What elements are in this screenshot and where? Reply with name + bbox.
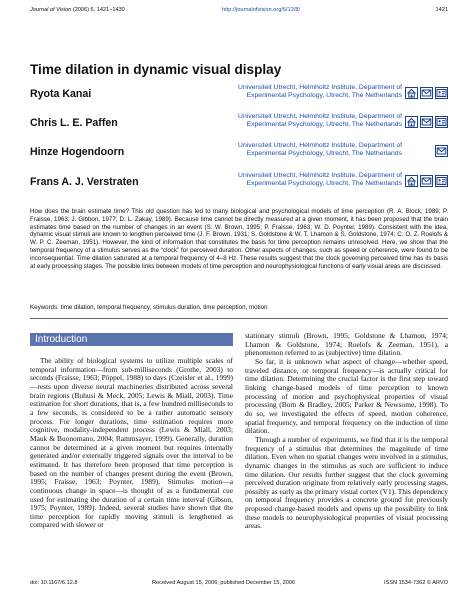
email-icon[interactable] — [420, 175, 433, 187]
issn-copyright: ISSN 1534-7362 © ARVO — [383, 580, 448, 586]
home-icon[interactable] — [405, 87, 418, 99]
affiliation-link[interactable]: Universiteit Utrecht, Helmholtz Institute, Department of — [238, 142, 402, 149]
affiliation-link[interactable]: Universiteit Utrecht, Helmholtz Institute, Department of — [238, 84, 402, 91]
contact-card-icon[interactable] — [435, 87, 448, 99]
page-footer — [30, 580, 448, 590]
received-published-dates: Received August 15, 2006; published December 15, 2006 — [152, 580, 296, 586]
home-icon[interactable] — [405, 116, 418, 128]
paper-title: Time dilation in dynamic visual display — [30, 62, 282, 77]
email-icon[interactable] — [435, 145, 448, 157]
email-icon[interactable] — [420, 116, 433, 128]
affiliation-link[interactable]: Experimental Psychology, Utrecht, The Netherlands — [246, 180, 402, 188]
affiliation-link[interactable]: Experimental Psychology, Utrecht, The Netherlands — [246, 121, 402, 129]
author-affiliation[interactable] — [30, 113, 402, 130]
author-affiliation[interactable] — [30, 84, 402, 101]
author-block-verstraten — [30, 172, 448, 198]
author-block-kanai — [30, 84, 448, 110]
doi[interactable]: doi: 10.1167/6.12.8 — [30, 580, 78, 586]
email-icon[interactable] — [420, 87, 433, 99]
author-affiliation[interactable] — [30, 142, 402, 159]
contact-card-icon[interactable] — [435, 175, 448, 187]
intro-paragraph-1: The ability of biological systems to utilize multiple scales of temporal information—from sub-milliseconds (Grothe, 2003) to seconds (Fraisse, 1963; Pöppel, 1988) to days (Czeisler et al., 1999)—rests upon diverse neural machineries distributed across several brain regions (Buhusi & Meck, 2005; Lewis & Miall, 2003). Time estimation for short durations, that is, a few hundred milliseconds to a few seconds, is considered to be a rather automatic sensory process. For longer durations, time estimation requires more cognitive, modality-independent process (Lewis & Miall, 2003; Mauk & Buonomano, 2004; Rammsayer, 1999). Generally, duration cannot be determined at a given moment but requires internally generated and/or externally triggered signals over the interval to be estimated. It has therefore been proposed that time perception is based on the number of changes present during the event (Brown, 1995; Fraisse, 1963; Poynter, 1989). Stimulus motion—a continuous change in space—is thought of as a fundamental cue used for estimating the duration of a certain time interval (Gibson, 1975; Poynter, 1989). Indeed, several studies have shown that the time perception for rapidly moving stimuli is lengthened as compared with slower or — [30, 356, 233, 530]
author-icons — [405, 175, 448, 187]
affiliation-link[interactable]: Universiteit Utrecht, Helmholtz Institute, Department of — [238, 172, 402, 179]
affiliation-link[interactable]: Experimental Psychology, Utrecht, The Netherlands — [246, 92, 402, 100]
journal-citation — [30, 7, 125, 13]
section-title: Introduction — [35, 334, 88, 345]
page-number: 1421 — [435, 7, 448, 13]
citation-details: (2006) 6, 1421–1430 — [71, 7, 125, 13]
keywords — [30, 304, 448, 311]
affiliation-link[interactable]: Universiteit Utrecht, Helmholtz Institute, Department of — [238, 113, 402, 120]
intro-paragraph-3: Through a number of experiments, we find that it is the temporal frequency of a stimulus that determines the magnitude of time dilation. Even when no spatial changes were involved in a stimulus, dynamic changes in the stimulus as such are sufficient to induce time dilation. Our results further suggest that the clock governing perceived duration originate from relatively early processing stages, possibly as early as the primary visual cortex (V1). This dependency on temporal frequency provides a concrete ground for previously proposed change-based models and opens up the possibility to link these models to neurophysiological properties of visual processing areas. — [245, 434, 448, 531]
home-icon[interactable] — [405, 175, 418, 187]
journal-name: Journal of Vision — [30, 7, 72, 13]
author-name: Frans A. J. Verstraten — [30, 176, 139, 188]
section-header-introduction — [30, 333, 233, 346]
author-icons — [435, 145, 448, 157]
running-header — [30, 7, 448, 17]
affiliation-link[interactable]: Experimental Psychology, Utrecht, The Netherlands — [246, 150, 402, 158]
author-name: Hinze Hogendoorn — [30, 146, 125, 158]
keywords-label: Keywords: — [30, 304, 61, 311]
journal-url-link[interactable]: http://journalofvision.org/6/12/8/ — [222, 7, 301, 13]
author-block-hogendoorn — [30, 142, 448, 168]
intro-column-left — [30, 357, 233, 530]
author-icons — [405, 87, 448, 99]
abstract: How does the brain estimate time? This old question has led to many biological and psychological models of time perception (R. A. Block, 1989; P. Fraisse, 1963; J. Gibbon, 1977; D. L. Zakay, 1989). Because time cannot be directly measured at a given moment, it has been proposed that the brain estimates time based on the number of changes in an event (S. W. Brown, 1995; P. Fraisse, 1963; W. D. Poynter, 1989). Consistent with the idea, dynamic visual stimuli are known to lengthen perceived time (J. F. Brown, 1931; S. Goldstone & W. T. Lhamon & S. Goldstone, 1974; C. O. Z. Roelofs & W. P. C. Zeeman, 1951). However, the kind of information that constitutes the basis for time perception remains unresolved. Here, we show that the temporal frequency of a stimulus serves as the “clock” for perceived duration. Other aspects of changes, such as speed or coherence, were found to be inconsequential. Time dilation saturated at a temporal frequency of 4–8 Hz. These results suggest that the clock governing perceived time has its basis at early processing stages. The possible links between models of time perception and neurophysiological functions of early visual areas are discussed. — [30, 208, 448, 270]
contact-card-icon[interactable] — [435, 116, 448, 128]
author-icons — [405, 116, 448, 128]
author-affiliation[interactable] — [30, 172, 402, 189]
intro-paragraph-continuation: stationary stimuli (Brown, 1995; Goldstone & Lhamon, 1974; Lhamon & Goldstone, 1974; Roelofs & Zeeman, 1951), a phenomenon referred to as (subjective) time dilation. — [245, 331, 448, 358]
keywords-divider — [30, 318, 448, 319]
author-name: Ryota Kanai — [30, 88, 92, 100]
keywords-list: time dilation, temporal frequency, stimulus duration, time perception, motion — [60, 304, 268, 311]
intro-column-right — [245, 332, 448, 531]
author-name: Chris L. E. Paffen — [30, 117, 118, 129]
intro-paragraph-2: So far, it is unknown what aspect of change—whether speed, traveled distance, or temporal frequency—is actually critical for time dilation. Determining the crucial factor is the first step toward linking change-based models of time perception to known processing of motion and psychophysical properties of visual processing (Born & Bradley, 2005; Parker & Newsome, 1998). To do so, we investigated the effects of speed, motion coherence, spatial frequency, and temporal frequency on the induction of time dilation. — [245, 356, 448, 436]
author-block-paffen — [30, 113, 448, 139]
